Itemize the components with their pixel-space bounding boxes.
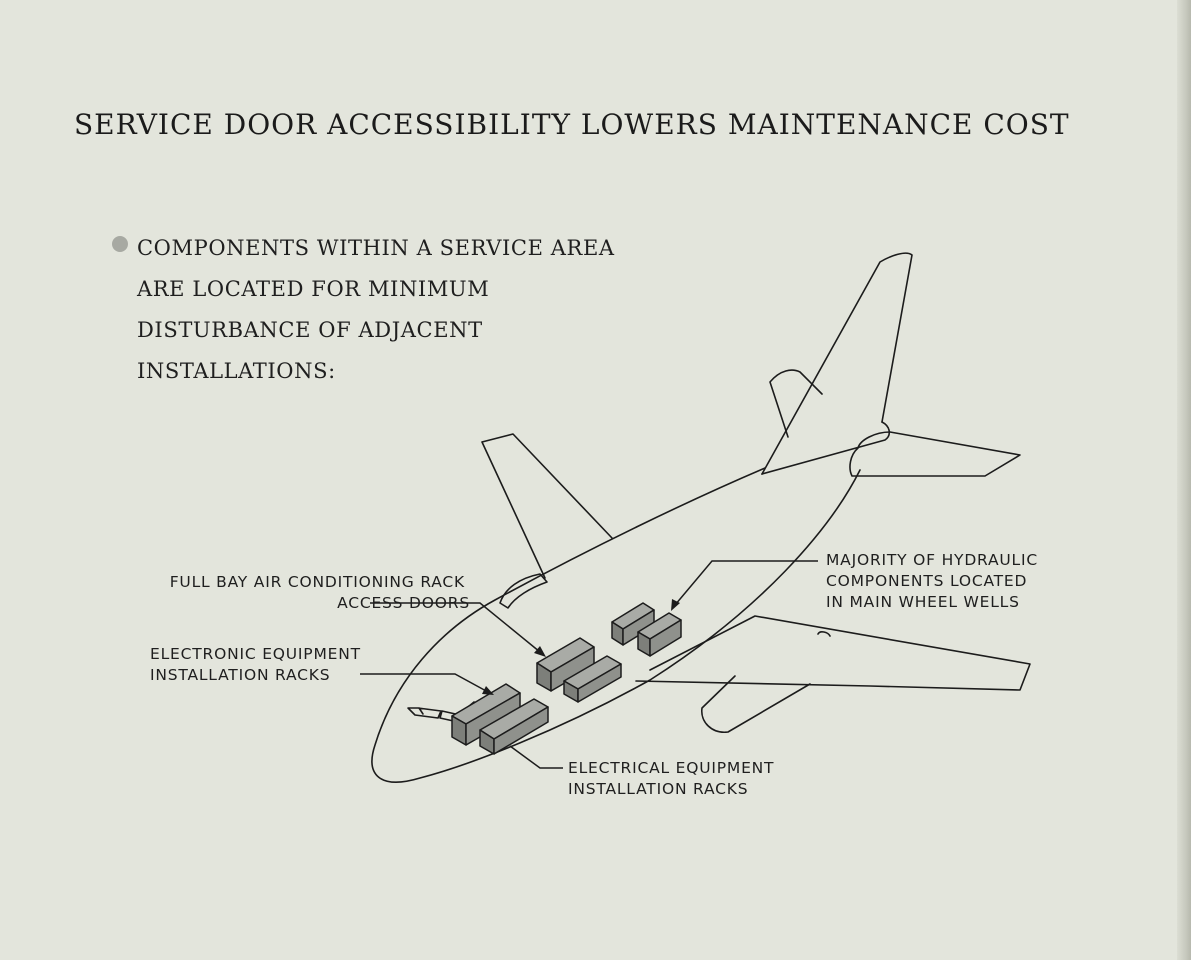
leader-electrical [510,746,563,768]
arrowhead-electronic [482,686,494,695]
wing-fence [818,632,830,636]
callout-line: ELECTRICAL EQUIPMENT [568,759,775,777]
near-stabilizer-outline [850,432,1020,476]
bullet-line: COMPONENTS WITHIN A SERVICE AREA [137,236,615,260]
callout-electrical [568,758,774,800]
callout-line: IN MAIN WHEEL WELLS [826,593,1020,611]
bullet-line: INSTALLATIONS: [137,359,336,383]
callout-line: COMPONENTS LOCATED [826,572,1028,590]
far-wing-outline [482,434,612,578]
leader-electronic [360,674,488,692]
callout-line: INSTALLATION RACKS [568,780,749,798]
page-title: SERVICE DOOR ACCESSIBILITY LOWERS MAINTENANCE COST [74,108,1070,141]
callout-hydraulic [826,550,1038,613]
callout-line: ACCESS DOORS [337,594,470,612]
callout-line: MAJORITY OF HYDRAULIC [826,551,1038,569]
callout-line: ELECTRONIC EQUIPMENT [150,645,361,663]
callout-electronic [150,644,361,686]
vertical-fin-outline [762,253,912,474]
bullet-line: DISTURBANCE OF ADJACENT [137,318,483,342]
tail-cone-outline [762,422,889,474]
bullet-line: ARE LOCATED FOR MINIMUM [137,277,490,301]
callout-line: FULL BAY AIR CONDITIONING RACK [169,573,465,591]
callout-line: INSTALLATION RACKS [150,666,331,684]
near-wing-outline [636,616,1030,690]
far-engine-outline [500,574,547,608]
leader-hydraulic [675,561,818,605]
callout-air-conditioning [169,572,470,614]
